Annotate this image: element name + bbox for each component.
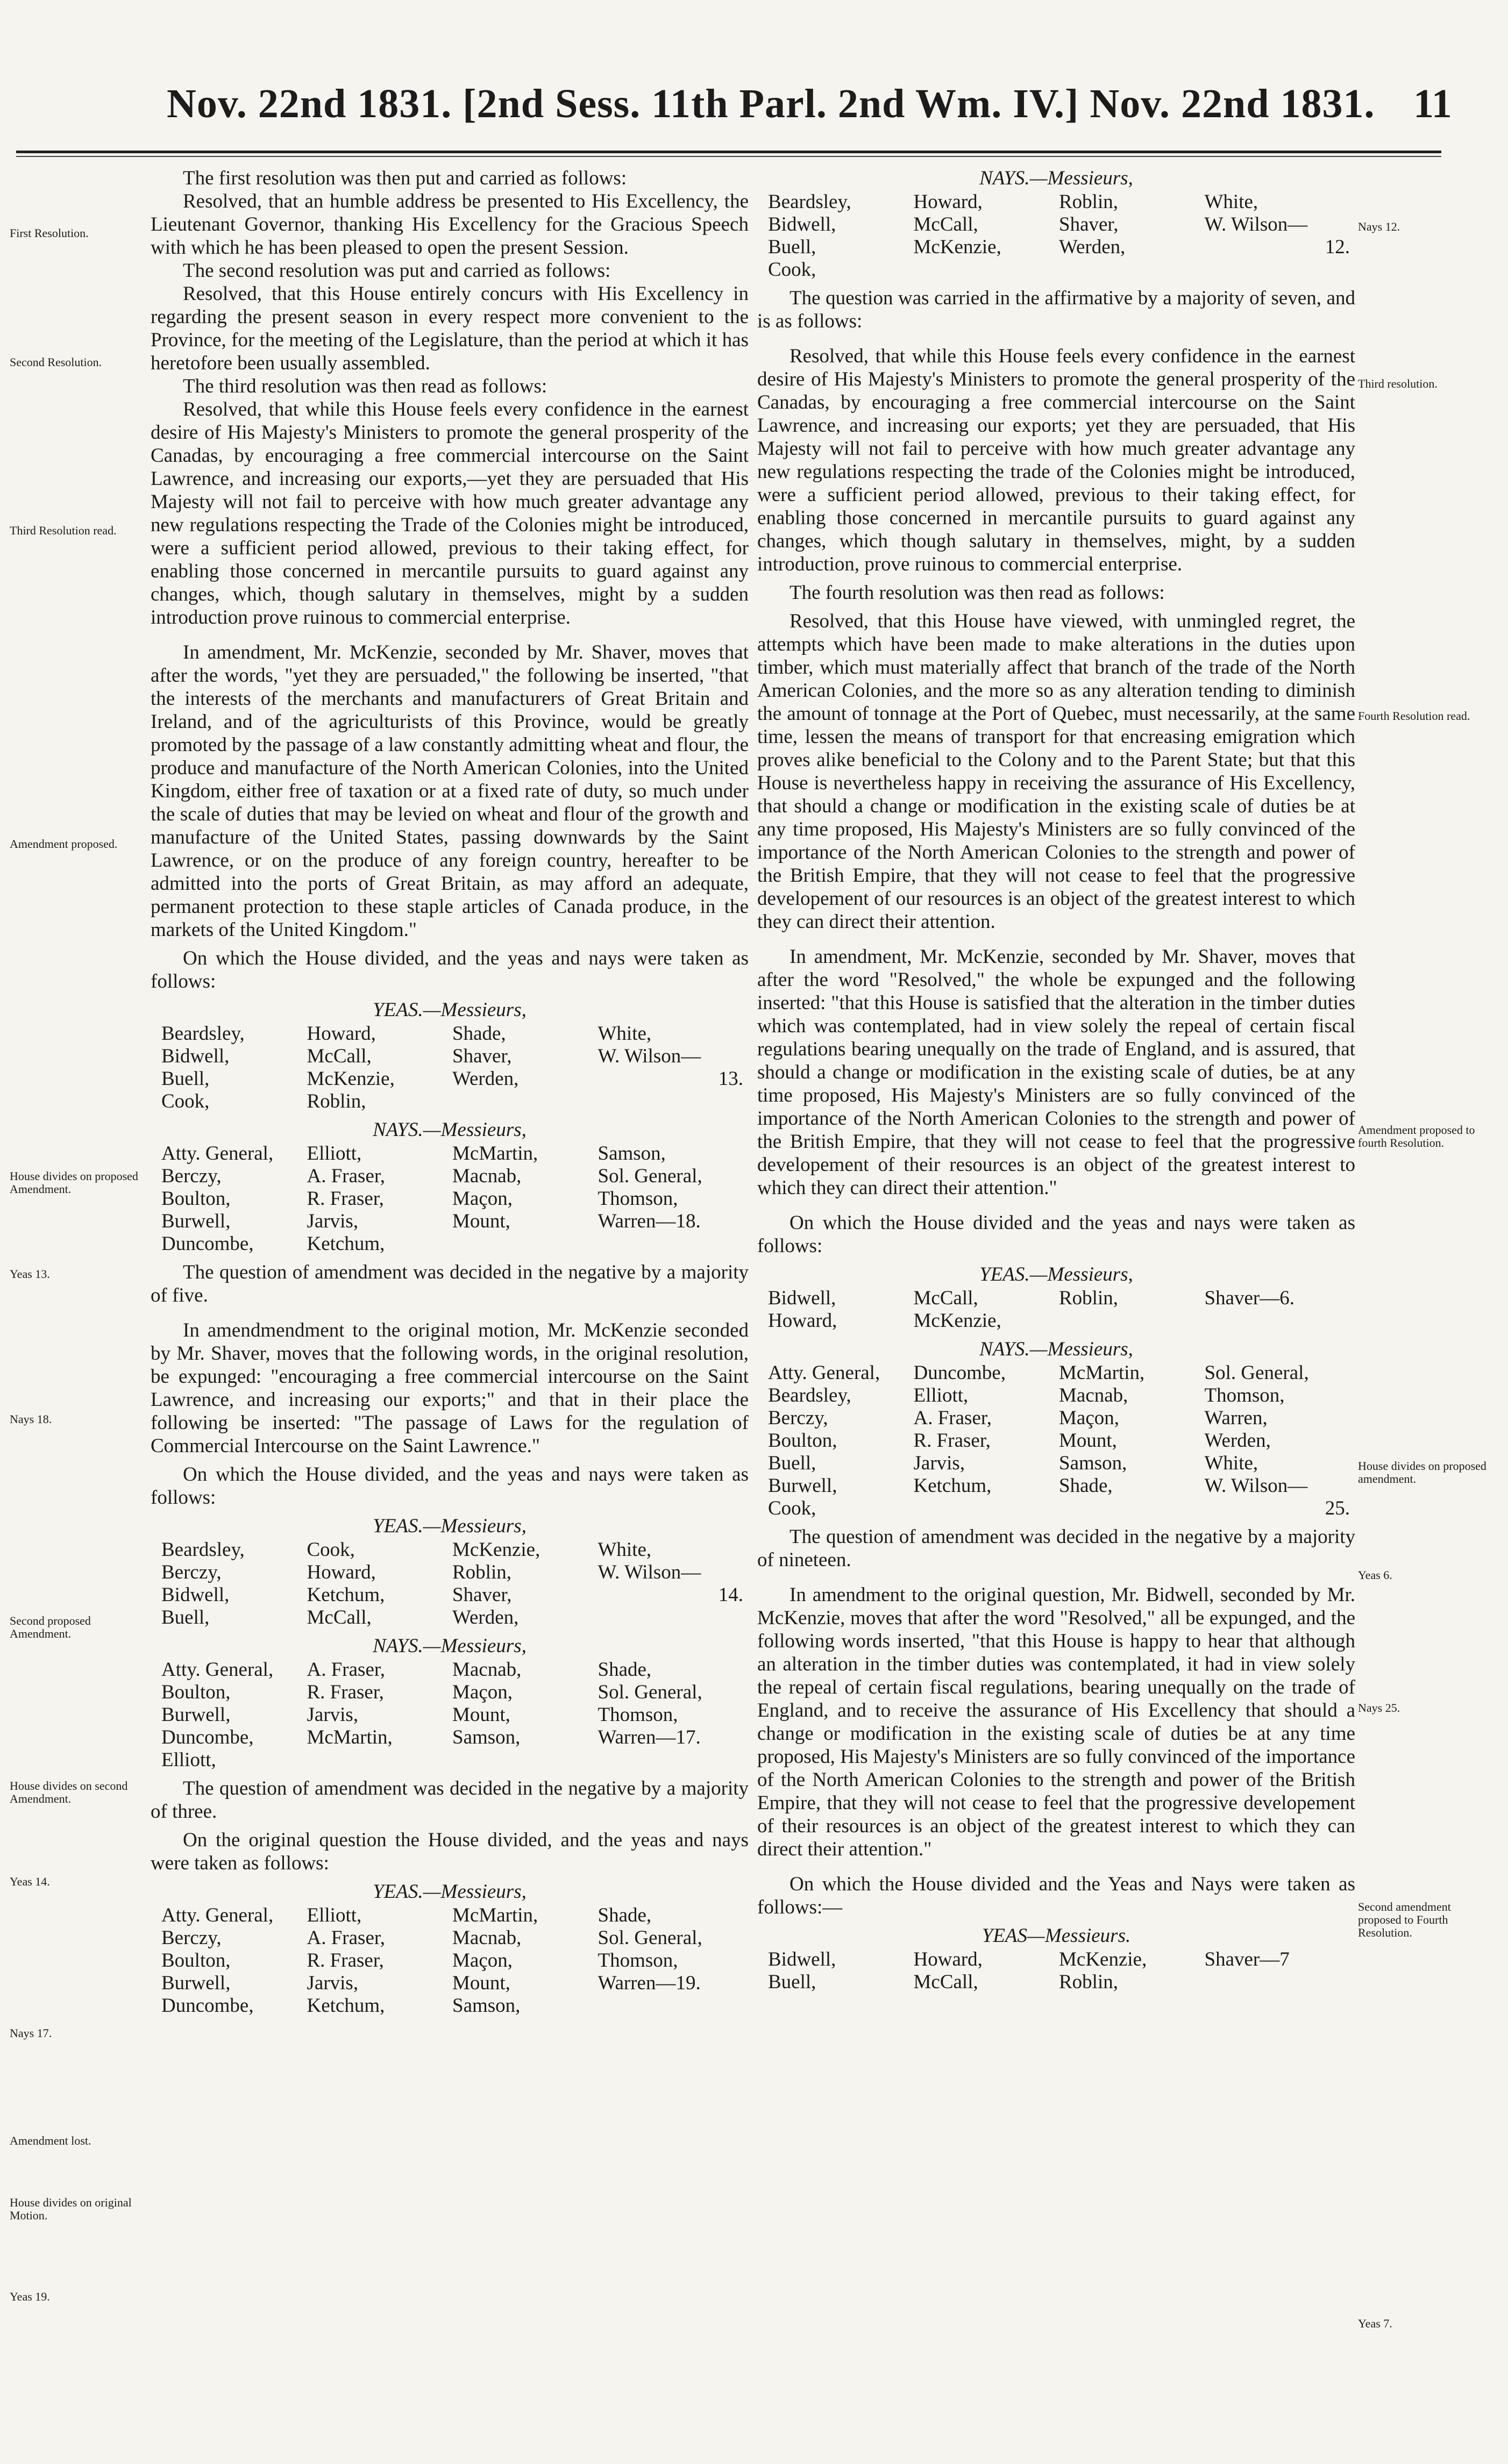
- margin-note: House divides on proposed amendment.: [1358, 1459, 1486, 1485]
- member-name: Thomson,: [597, 1704, 678, 1726]
- member-name: Ketchum,: [307, 1995, 385, 2017]
- paragraph: In amendment to the original question, Mr. Bidwell, seconded by Mr. McKenzie, moves that after the word "Resolved," all be expunged, and the following words inserted, "that this House is happy to hear that although an alteration in the timber duties was contemplated, it had in view solely the repeal of certain fiscal regulations, bearing unequally on the trade of England, and to receive the assurance of His Excellency that should a change or modification in the existing scale of duties be at any time proposed, His Majesty's Ministers are so fully convinced of the importance of the North American Colonies to the strength and power of the British Empire, that they will not cease to feel that the progressive developement of their resources is an object of the greatest interest to which they can direct their attention.": [757, 1584, 1355, 1860]
- member-name: Samson,: [452, 1995, 521, 2017]
- nays-table: [768, 191, 1350, 281]
- member-name: Mount,: [452, 1972, 510, 1994]
- member-name: Duncombe,: [913, 1362, 1006, 1384]
- member-name: Boulton,: [161, 1188, 231, 1210]
- table-row: [161, 1904, 743, 1927]
- member-name: [914, 1497, 1059, 1520]
- member-name: Shade,: [1059, 1475, 1113, 1497]
- member-name: Cook,: [161, 1090, 210, 1112]
- table-row: [161, 1949, 743, 1972]
- table-row: [768, 1497, 1350, 1520]
- member-name: Thomson,: [597, 1949, 678, 1972]
- margin-note: Yeas 19.: [10, 2290, 50, 2303]
- member-name: Warren—19.: [597, 1972, 701, 1994]
- member-name: Atty. General,: [161, 1142, 274, 1165]
- member-name: W. Wilson—: [1204, 213, 1308, 235]
- member-name: Cook,: [307, 1539, 355, 1561]
- member-name: Cook,: [768, 1497, 816, 1519]
- member-name: Shaver—7: [1204, 1948, 1290, 1970]
- table-row: [161, 1188, 743, 1210]
- member-name: Howard,: [307, 1561, 376, 1583]
- member-name: Shade,: [452, 1023, 506, 1045]
- member-name: Elliott,: [161, 1749, 216, 1771]
- member-name: Thomson,: [1204, 1384, 1285, 1406]
- member-name: Howard,: [913, 1948, 983, 1970]
- page-number: 11: [1413, 81, 1452, 126]
- member-name: Beardsley,: [161, 1023, 245, 1045]
- member-name: Burwell,: [161, 1210, 231, 1232]
- member-name: Maçon,: [452, 1188, 513, 1210]
- member-name: Roblin,: [1059, 191, 1118, 213]
- table-row: [768, 259, 1350, 281]
- member-name: McCall,: [307, 1606, 372, 1629]
- member-name: Buell,: [768, 1452, 816, 1474]
- member-name: Jarvis,: [307, 1704, 359, 1726]
- member-name: White,: [597, 1023, 652, 1045]
- member-name: McKenzie,: [1059, 1948, 1147, 1970]
- margin-note: Yeas 7.: [1358, 2317, 1392, 2330]
- member-name: A. Fraser,: [307, 1659, 385, 1681]
- margin-note: Second proposed Amendment.: [10, 1614, 91, 1640]
- vote-heading: NAYS.—Messieurs,: [979, 167, 1133, 189]
- vote-heading: YEAS.—Messieurs,: [373, 1881, 527, 1903]
- member-name: McMartin,: [452, 1904, 538, 1926]
- table-row: [768, 1362, 1350, 1384]
- member-name: Berczy,: [161, 1927, 222, 1949]
- member-name: R. Fraser,: [307, 1188, 384, 1210]
- paragraph: In amendmendment to the original motion, Mr. McKenzie seconded by Mr. Shaver, moves that the following words, in the original resolution, be expunged: "encouraging a free commercial intercourse on the Saint Lawrence, and increasing our exports;" and that in their place the following be inserted: "The passage of Laws for the regulation of Commercial Intercourse on the Saint Lawrence.": [151, 1319, 749, 1457]
- member-name: Samson,: [452, 1726, 521, 1748]
- table-row: [161, 1210, 743, 1233]
- table-row: [161, 1090, 743, 1113]
- vote-heading: YEAS.—Messieurs,: [979, 1263, 1133, 1285]
- member-name: W. Wilson—: [597, 1045, 701, 1067]
- member-name: Macnab,: [1059, 1384, 1128, 1406]
- member-name: Mount,: [452, 1210, 510, 1232]
- member-name: Buell,: [161, 1606, 210, 1629]
- paragraph: Resolved, that while this House feels every confidence in the earnest desire of His Majesty's Ministers to promote the general prosperity of the Canadas, by encouraging a free commercial intercourse on the Saint Lawrence, and increasing our exports,—yet they are persuaded that His Majesty will not fail to perceive with how much greater advantage any new regulations respecting the Trade of the Colonies might be introduced, were a sufficient period allowed, previous to their taking effect, for enabling those concerned in mercantile pursuits to guard against any changes, which, though salutary in themselves, might by a sudden introduction prove ruinous to commercial enterprise.: [151, 398, 749, 629]
- member-name: Jarvis,: [307, 1210, 359, 1232]
- table-row: [768, 1310, 1350, 1332]
- member-name: Duncombe,: [161, 1995, 254, 2017]
- member-name: Werden,: [1059, 236, 1126, 258]
- member-name: Beardsley,: [161, 1539, 245, 1561]
- member-name: W. Wilson—: [597, 1561, 701, 1583]
- paragraph: The first resolution was then put and carried as follows:: [183, 167, 627, 189]
- member-name: Howard,: [307, 1023, 376, 1045]
- table-row: [161, 1584, 743, 1606]
- table-row: [768, 1971, 1350, 1994]
- member-name: Mount,: [1059, 1430, 1117, 1452]
- member-name: McMartin,: [1059, 1362, 1145, 1384]
- page-header: [0, 0, 1508, 155]
- margin-note: Nays 17.: [10, 2026, 52, 2040]
- member-name: Elliott,: [913, 1384, 969, 1406]
- left-column: [151, 167, 749, 2017]
- member-name: Berczy,: [768, 1407, 828, 1429]
- yeas-table: [768, 1287, 1350, 1332]
- table-row: [768, 1384, 1350, 1407]
- member-name: R. Fraser,: [913, 1430, 991, 1452]
- paragraph: The question of amendment was decided in the negative by a majority of three.: [151, 1777, 749, 1823]
- member-name: Macnab,: [452, 1659, 522, 1681]
- member-name: [598, 1995, 744, 2017]
- member-name: Roblin,: [452, 1561, 511, 1583]
- member-name: Boulton,: [161, 1949, 231, 1972]
- member-name: Jarvis,: [913, 1452, 965, 1474]
- table-row: [768, 1287, 1350, 1310]
- header-rule-thin: [16, 156, 1441, 157]
- member-name: Bidwell,: [768, 1287, 836, 1309]
- member-name: Buell,: [161, 1068, 210, 1090]
- table-row: [161, 1704, 743, 1726]
- member-name: Warren,: [1204, 1407, 1268, 1429]
- member-name: [1205, 259, 1350, 281]
- margin-note: House divides on proposed Amendment.: [10, 1169, 138, 1196]
- member-name: Shaver,: [452, 1584, 512, 1606]
- member-name: Macnab,: [452, 1165, 522, 1187]
- paragraph: On which the House divided and the Yeas and Nays were taken as follows:—: [757, 1873, 1355, 1918]
- paragraph: Resolved, that this House have viewed, with unmingled regret, the attempts which have been made to make alterations in the duties upon timber, which must materially affect that branch of the trade of the North American Colonies, and the more so as any alteration tending to diminish the amount of tonnage at the Port of Quebec, must necessarily, at the same time, lessen the means of transport for that encreasing emigration which proves alike beneficial to the Colony and to the Parent State; but that this House is nevertheless happy in receiving the assurance of His Excellency, that should a change or modification in the existing scale of duties be at any time proposed, His Majesty's Ministers are so fully convinced of the importance of the North American Colonies to the strength and power of the British Empire, that they will not cease to feel that the progressive developement of our resources is an object of the greatest interest to which they can direct their attention.: [757, 610, 1355, 933]
- member-name: Sol. General,: [597, 1681, 702, 1703]
- member-name: Cook,: [768, 259, 816, 281]
- member-name: McKenzie,: [913, 1310, 1001, 1332]
- paragraph: The question of amendment was decided in the negative by a majority of five.: [151, 1261, 749, 1306]
- member-name: White,: [1204, 1452, 1258, 1474]
- table-row: [161, 1233, 743, 1255]
- table-row: [161, 1749, 743, 1772]
- member-name: [452, 1233, 598, 1255]
- member-name: Boulton,: [768, 1430, 837, 1452]
- member-name: Burwell,: [768, 1475, 837, 1497]
- paragraph: In amendment, Mr. McKenzie, seconded by Mr. Shaver, moves that after the words, "yet they are persuaded," the following be inserted, "that the interests of the merchants and manufacturers of Great Britain and Ireland, and of the agriculturists of this Province, would be greatly promoted by the passage of a law constantly admitting wheat and flour, the produce and manufacture of the North American Colonies, into the United Kingdom, either free of taxation or at a fixed rate of duty, so much under the scale of duties that may be levied on wheat and flour of the growth and manufacture of the United States, passing downwards by the Saint Lawrence, or on the produce of any foreign country, hereafter to be admitted into the ports of Great Britain, as may afford an adequate, permanent protection to these staple articles of Canada produce, in the markets of the United Kingdom.": [151, 641, 749, 941]
- member-name: 12.: [1325, 236, 1350, 258]
- member-name: Samson,: [597, 1142, 666, 1165]
- member-name: [307, 1749, 453, 1772]
- member-name: Buell,: [768, 236, 816, 258]
- member-name: McKenzie,: [307, 1068, 395, 1090]
- member-name: Bidwell,: [161, 1584, 230, 1606]
- member-name: Jarvis,: [307, 1972, 359, 1994]
- paragraph: The second resolution was put and carried as follows:: [183, 260, 611, 282]
- member-name: [1059, 1497, 1205, 1520]
- member-name: [598, 1606, 744, 1629]
- member-name: [598, 1233, 744, 1255]
- right-column: [757, 167, 1355, 1994]
- member-name: White,: [1204, 191, 1258, 213]
- member-name: Beardsley,: [768, 1384, 851, 1406]
- table-row: [768, 1452, 1350, 1475]
- member-name: [1059, 259, 1205, 281]
- member-name: Ketchum,: [307, 1584, 385, 1606]
- paragraph: On which the House divided, and the yeas and nays were taken as follows:: [151, 947, 749, 992]
- margin-note: Third Resolution read.: [10, 524, 117, 537]
- table-row: [161, 1927, 743, 1949]
- member-name: R. Fraser,: [307, 1681, 384, 1703]
- paragraph: The question of amendment was decided in the negative by a majority of nineteen.: [757, 1526, 1355, 1571]
- member-name: McMartin,: [307, 1726, 393, 1748]
- yeas-table: [161, 1904, 743, 2017]
- member-name: 25.: [1325, 1497, 1350, 1519]
- margin-note: Second amendment proposed to Fourth Resolution.: [1358, 1900, 1451, 1939]
- table-row: [161, 1606, 743, 1629]
- member-name: White,: [597, 1539, 652, 1561]
- member-name: McKenzie,: [452, 1539, 540, 1561]
- paragraph: On which the House divided, and the yeas and nays were taken as follows:: [151, 1463, 749, 1509]
- paragraph: On the original question the House divided, and the yeas and nays were taken as follows:: [151, 1829, 749, 1874]
- member-name: Burwell,: [161, 1972, 231, 1994]
- table-row: [161, 1681, 743, 1704]
- member-name: Elliott,: [307, 1142, 362, 1165]
- running-title: Nov. 22nd 1831. [2nd Sess. 11th Parl. 2nd Wm. IV.] Nov. 22nd 1831.: [167, 81, 1375, 126]
- margin-note: Third resolution.: [1358, 377, 1438, 390]
- member-name: Howard,: [913, 191, 983, 213]
- table-row: [161, 1142, 743, 1165]
- member-name: Shade,: [597, 1904, 652, 1926]
- member-name: Elliott,: [307, 1904, 362, 1926]
- member-name: Sol. General,: [1204, 1362, 1309, 1384]
- table-row: [161, 1539, 743, 1561]
- member-name: Roblin,: [307, 1090, 366, 1112]
- member-name: R. Fraser,: [307, 1949, 384, 1972]
- member-name: McCall,: [913, 1971, 978, 1993]
- table-row: [768, 1407, 1350, 1430]
- member-name: [1205, 1971, 1350, 1994]
- table-row: [768, 1430, 1350, 1452]
- member-name: Ketchum,: [307, 1233, 385, 1255]
- member-name: Werden,: [452, 1068, 519, 1090]
- margin-note: Yeas 14.: [10, 1875, 50, 1888]
- table-row: [161, 1561, 743, 1584]
- member-name: Thomson,: [597, 1188, 678, 1210]
- table-row: [161, 1165, 743, 1188]
- paragraph: Resolved, that an humble address be presented to His Excellency, the Lieutenant Governor, thanking His Excellency for the Gracious Speech with which he has been pleased to open the present Session.: [151, 190, 749, 259]
- member-name: Bidwell,: [768, 1948, 836, 1970]
- margin-note: Nays 25.: [1358, 1701, 1400, 1715]
- member-name: Berczy,: [161, 1165, 222, 1187]
- nays-table: [768, 1362, 1350, 1520]
- margin-note: Nays 18.: [10, 1412, 52, 1426]
- table-row: [768, 191, 1350, 213]
- table-row: [161, 1659, 743, 1681]
- table-row: [161, 1972, 743, 1995]
- member-name: McKenzie,: [913, 236, 1001, 258]
- member-name: [598, 1090, 744, 1113]
- paragraph: The fourth resolution was then read as follows:: [789, 582, 1165, 604]
- table-row: [768, 1948, 1350, 1971]
- vote-heading: YEAS—Messieurs.: [981, 1925, 1131, 1947]
- member-name: Shade,: [597, 1659, 652, 1681]
- nays-table: [161, 1659, 743, 1772]
- vote-heading: NAYS.—Messieurs,: [979, 1338, 1133, 1360]
- member-name: Maçon,: [1059, 1407, 1119, 1429]
- vote-heading: YEAS.—Messieurs,: [373, 1515, 527, 1537]
- yeas-table: [161, 1539, 743, 1629]
- member-name: McCall,: [913, 213, 978, 235]
- yeas-table: [768, 1948, 1350, 1994]
- paragraph: The question was carried in the affirmative by a majority of seven, and is as follows:: [757, 287, 1355, 332]
- table-row: [161, 1045, 743, 1068]
- member-name: Sol. General,: [597, 1927, 702, 1949]
- nays-table: [161, 1142, 743, 1255]
- member-name: Bidwell,: [768, 213, 836, 235]
- table-row: [161, 1023, 743, 1045]
- member-name: Warren—17.: [597, 1726, 701, 1748]
- member-name: Berczy,: [161, 1561, 222, 1583]
- member-name: [914, 259, 1059, 281]
- paragraph: Resolved, that this House entirely concurs with His Excellency in regarding the present season in every respect more convenient to the Province, for the meeting of the Legislature, than the period at which it has heretofore been usually assembled.: [151, 283, 749, 374]
- member-name: Shaver,: [1059, 213, 1119, 235]
- right-margin-notes: [1358, 167, 1503, 2425]
- margin-note: Second Resolution.: [10, 355, 102, 369]
- left-margin-notes: [10, 167, 147, 2425]
- member-name: Bidwell,: [161, 1045, 230, 1067]
- member-name: Shaver—6.: [1204, 1287, 1294, 1309]
- member-name: Samson,: [1059, 1452, 1127, 1474]
- member-name: [452, 1749, 598, 1772]
- member-name: Duncombe,: [161, 1726, 254, 1748]
- member-name: A. Fraser,: [307, 1927, 385, 1949]
- margin-note: Nays 12.: [1358, 220, 1400, 233]
- member-name: Duncombe,: [161, 1233, 254, 1255]
- vote-heading: NAYS.—Messieurs,: [373, 1635, 527, 1657]
- yeas-table: [161, 1023, 743, 1113]
- member-name: [598, 1749, 744, 1772]
- margin-note: House divides on original Motion.: [10, 2196, 132, 2222]
- margin-note: Fourth Resolution read.: [1358, 709, 1470, 723]
- member-name: Buell,: [768, 1971, 816, 1993]
- table-row: [768, 213, 1350, 236]
- vote-heading: YEAS.—Messieurs,: [373, 999, 527, 1021]
- margin-note: First Resolution.: [10, 226, 89, 240]
- member-name: Macnab,: [452, 1927, 522, 1949]
- member-name: McCall,: [913, 1287, 978, 1309]
- member-name: McMartin,: [452, 1142, 538, 1165]
- member-name: A. Fraser,: [913, 1407, 992, 1429]
- member-name: Burwell,: [161, 1704, 231, 1726]
- member-name: [1059, 1310, 1205, 1332]
- member-name: [1205, 1310, 1350, 1332]
- member-name: Atty. General,: [161, 1659, 274, 1681]
- margin-note: Yeas 6.: [1358, 1568, 1392, 1582]
- member-name: 14.: [718, 1584, 743, 1606]
- table-row: [768, 236, 1350, 259]
- member-name: Maçon,: [452, 1949, 513, 1972]
- margin-note: Amendment lost.: [10, 2134, 91, 2147]
- member-name: Atty. General,: [161, 1904, 274, 1926]
- member-name: Beardsley,: [768, 191, 851, 213]
- header-rule: [16, 151, 1441, 153]
- member-name: A. Fraser,: [307, 1165, 385, 1187]
- member-name: Sol. General,: [597, 1165, 702, 1187]
- member-name: [452, 1090, 598, 1113]
- margin-note: Amendment proposed to fourth Resolution.: [1358, 1123, 1475, 1149]
- member-name: Ketchum,: [913, 1475, 992, 1497]
- member-name: Werden,: [1204, 1430, 1271, 1452]
- member-name: Maçon,: [452, 1681, 513, 1703]
- member-name: Warren—18.: [597, 1210, 701, 1232]
- paragraph: In amendment, Mr. McKenzie, seconded by Mr. Shaver, moves that after the word "Resolved," the whole be expunged and the following inserted: "that this House is satisfied that the alteration in the timber duties which was contemplated, had in view solely the repeal of certain fiscal regulations bearing unequally on the trade of England, and is assured, that should a change or modification in the existing scale of duties, be at any time proposed, His Majesty's Ministers are so fully convinced of the importance of the North American Colonies to the strength and power of the British Empire, that they will not cease to feel that the progressive developement of their resources is an object of the greatest interest to which they can direct their attention.": [757, 946, 1355, 1199]
- table-row: [768, 1475, 1350, 1497]
- table-row: [161, 1726, 743, 1749]
- paragraph: The third resolution was then read as follows:: [183, 375, 547, 397]
- margin-note: House divides on second Amendment.: [10, 1779, 128, 1805]
- paragraph: On which the House divided and the yeas and nays were taken as follows:: [757, 1212, 1355, 1257]
- member-name: W. Wilson—: [1204, 1475, 1308, 1497]
- member-name: Mount,: [452, 1704, 510, 1726]
- member-name: McCall,: [307, 1045, 372, 1067]
- member-name: 13.: [718, 1068, 743, 1090]
- table-row: [161, 1068, 743, 1090]
- vote-heading: NAYS.—Messieurs,: [373, 1119, 527, 1141]
- table-row: [161, 1995, 743, 2017]
- member-name: Atty. General,: [768, 1362, 880, 1384]
- margin-note: Yeas 13.: [10, 1267, 50, 1281]
- member-name: Boulton,: [161, 1681, 231, 1703]
- member-name: Roblin,: [1059, 1287, 1118, 1309]
- member-name: Werden,: [452, 1606, 519, 1629]
- member-name: Roblin,: [1059, 1971, 1118, 1993]
- margin-note: Amendment proposed.: [10, 837, 118, 851]
- member-name: Howard,: [768, 1310, 837, 1332]
- member-name: Shaver,: [452, 1045, 512, 1067]
- paragraph: Resolved, that while this House feels every confidence in the earnest desire of His Majesty's Ministers to promote the general prosperity of the Canadas, by encouraging a free commercial intercourse on the Saint Lawrence, and increasing our exports; yet they are persuaded, that His Majesty will not fail to perceive with how much greater advantage any new regulations respecting the trade of the Colonies might be introduced, were a sufficient period allowed, previous to their taking effect, for enabling those concerned in mercantile pursuits to guard against any changes, which though salutary in themselves, might, by a sudden introduction, prove ruinous to commercial enterprise.: [757, 345, 1355, 575]
